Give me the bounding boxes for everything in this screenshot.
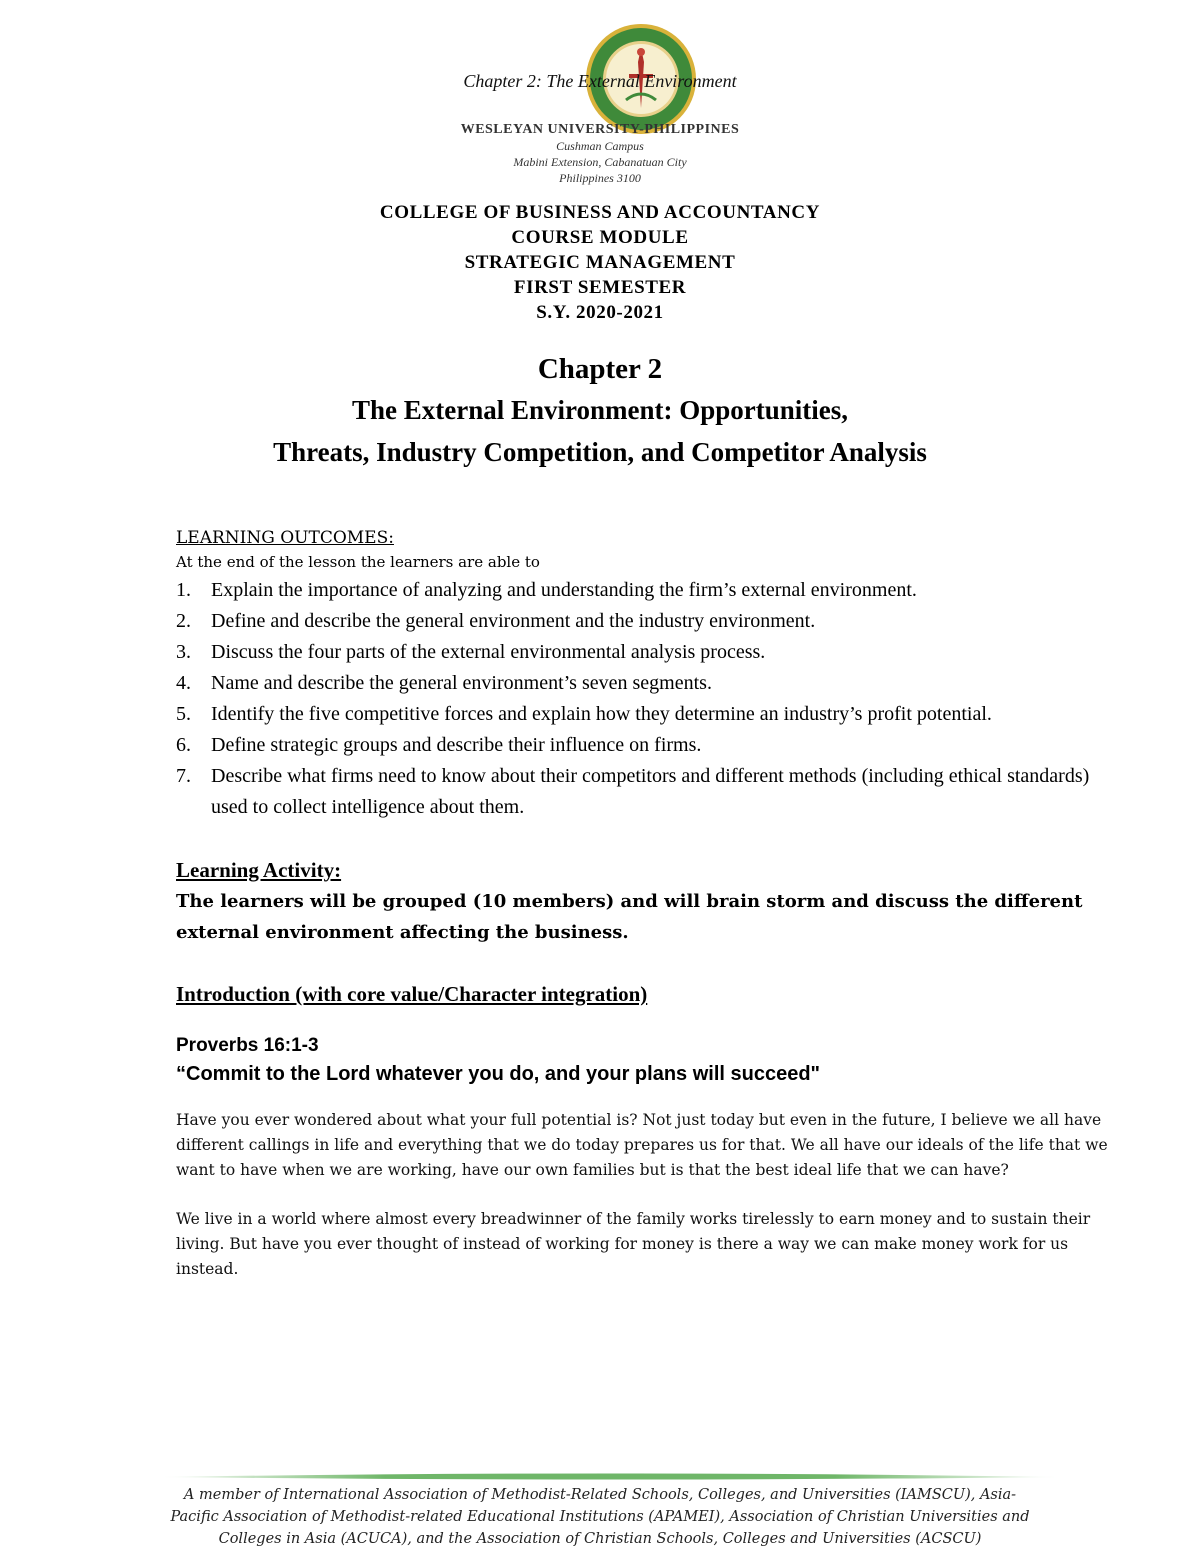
learning-activity-text: The learners will be grouped (10 members) and will brain storm and discuss the different external environment affecting the business. [176,891,1083,943]
chapter-subtitle-line: The External Environment: Opportunities, [351,395,849,425]
list-item-text: Identify the five competitive forces and explain how they determine an industry’s profit potential. [211,703,992,725]
list-item [176,699,1111,730]
learning-outcomes-list [176,575,1111,823]
footer-line: Pacific Association of Methodist-related Educational Institutions (APAMEI), Association of Christian Universities and [170,1509,1030,1525]
introduction-paragraph: Have you ever wondered about what your full potential is? Not just today but even in the future, I believe we all have different callings in life and everything that we do today prepares us for that. We all have our ideals of the life that we want to have when we are working, have our own families but is that the best ideal life that we can have? [176,1111,1108,1179]
list-item-text: Define and describe the general environment and the industry environment. [211,610,816,632]
list-item [176,668,1111,699]
introduction-paragraph: We live in a world where almost every breadwinner of the family works tirelessly to earn money and to sustain their living. But have you ever thought of instead of working for money is there a way we can make money work for us instead. [176,1210,1091,1278]
address-line: Cushman Campus [556,139,644,153]
address-line: Mabini Extension, Cabanatuan City [513,155,687,169]
list-item [176,730,1111,761]
main-content [176,525,1111,1282]
verse-reference: Proverbs 16:1-3 [176,1035,319,1056]
list-item-text: Name and describe the general environment’s seven segments. [211,672,712,694]
footer-divider [160,1470,1060,1484]
course-name: STRATEGIC MANAGEMENT [464,252,736,273]
list-number: 7. [176,765,191,787]
list-item [176,606,1111,637]
university-info [0,122,1200,186]
list-item [176,761,1111,823]
address-line: Philippines 3100 [559,171,641,185]
running-header: Chapter 2: The External Environment [463,71,737,91]
membership-footer [60,1484,1140,1550]
learning-outcomes-intro: At the end of the lesson the learners are able to [176,553,540,571]
school-year: S.Y. 2020-2021 [536,302,664,323]
list-item-text: Discuss the four parts of the external environmental analysis process. [211,641,766,663]
list-number: 5. [176,703,191,725]
chapter-subtitle-line: Threats, Industry Competition, and Competitor Analysis [273,437,927,467]
module-label: COURSE MODULE [511,227,689,248]
course-info [0,200,1200,325]
list-item-text: Define strategic groups and describe their influence on firms. [211,734,702,756]
semester-label: FIRST SEMESTER [513,277,687,298]
learning-outcomes-heading: LEARNING OUTCOMES: [176,528,394,548]
learning-activity-heading: Learning Activity: [176,858,342,882]
chapter-heading [0,349,1200,473]
list-item [176,637,1111,668]
footer-line: Colleges in Asia (ACUCA), and the Association of Christian Schools, Colleges and Universities (ACSCU) [218,1531,982,1547]
list-number: 1. [176,579,191,601]
list-item [176,575,1111,606]
chapter-title: Chapter 2 [537,353,663,385]
list-number: 3. [176,641,191,663]
list-number: 4. [176,672,191,694]
footer-line: A member of International Association of Methodist-Related Schools, Colleges, and Universities (IAMSCU), Asia- [183,1487,1017,1503]
college-name: COLLEGE OF BUSINESS AND ACCOUNTANCY [379,202,821,223]
introduction-heading: Introduction (with core value/Character integration) [176,982,648,1006]
list-item-text: Describe what firms need to know about their competitors and different methods (including ethical standards) used to collect intelligence about them. [211,765,1090,818]
university-name: WESLEYAN UNIVERSITY-PHILIPPINES [460,122,740,137]
list-number: 2. [176,610,191,632]
list-number: 6. [176,734,191,756]
verse-quote: “Commit to the Lord whatever you do, and your plans will succeed" [176,1063,821,1085]
list-item-text: Explain the importance of analyzing and understanding the firm’s external environment. [211,579,917,601]
